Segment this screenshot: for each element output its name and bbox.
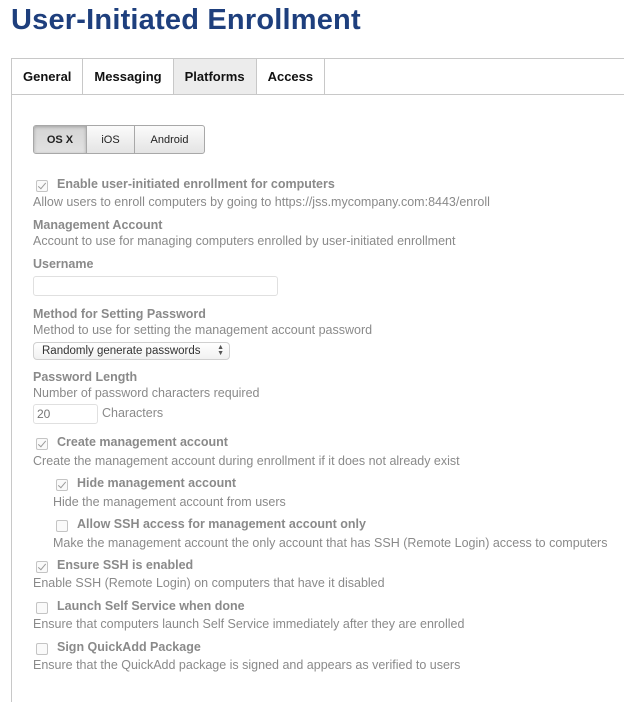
enable-enrollment-description: Allow users to enroll computers by going to https://jss.mycompany.com:8443/enroll <box>33 195 490 209</box>
create-account-description: Create the management account during enrollment if it does not already exist <box>33 454 460 468</box>
enable-enrollment-checkbox[interactable] <box>36 180 48 192</box>
password-length-description: Number of password characters required <box>33 386 260 400</box>
ensure-ssh-label: Ensure SSH is enabled <box>57 558 194 572</box>
hide-account-label: Hide management account <box>77 476 237 490</box>
platform-android-button[interactable]: Android <box>150 133 189 146</box>
select-updown-icon: ▲ ▼ <box>217 344 224 357</box>
platform-selector <box>33 125 205 154</box>
ensure-ssh-checkbox[interactable] <box>36 561 48 573</box>
hide-account-description: Hide the management account from users <box>53 495 286 509</box>
platform-osx-button[interactable]: OS X <box>34 126 87 153</box>
ssh-only-description: Make the management account the only account that has SSH (Remote Login) access to computers <box>53 536 608 550</box>
launch-self-service-checkbox[interactable] <box>36 602 48 614</box>
create-account-checkbox[interactable] <box>36 438 48 450</box>
tab-bar <box>11 58 624 95</box>
password-length-label: Password Length <box>33 370 138 384</box>
hide-account-checkbox[interactable] <box>56 479 68 491</box>
tab-general[interactable]: General <box>12 59 83 94</box>
management-account-label: Management Account <box>33 218 163 232</box>
enable-enrollment-label: Enable user-initiated enrollment for computers <box>57 177 335 191</box>
platform-ios-button[interactable]: iOS <box>87 126 135 153</box>
page-title: User-Initiated Enrollment <box>11 4 361 36</box>
password-method-label: Method for Setting Password <box>33 307 206 321</box>
tab-platforms[interactable]: Platforms <box>174 59 257 94</box>
ssh-only-label: Allow SSH access for management account only <box>77 517 366 531</box>
sign-quickadd-label: Sign QuickAdd Package <box>57 640 201 654</box>
management-account-description: Account to use for managing computers enrolled by user-initiated enrollment <box>33 234 456 248</box>
password-method-select[interactable] <box>33 342 230 360</box>
password-method-selected-value: Randomly generate passwords <box>42 345 201 357</box>
create-account-label: Create management account <box>57 435 228 449</box>
tab-access[interactable]: Access <box>257 59 326 94</box>
password-length-input[interactable] <box>33 404 98 424</box>
launch-self-service-description: Ensure that computers launch Self Service immediately after they are enrolled <box>33 617 465 631</box>
username-input[interactable] <box>33 276 278 296</box>
ensure-ssh-description: Enable SSH (Remote Login) on computers that have it disabled <box>33 576 385 590</box>
password-length-unit: Characters <box>102 406 164 420</box>
tab-messaging[interactable]: Messaging <box>83 59 173 94</box>
sign-quickadd-description: Ensure that the QuickAdd package is signed and appears as verified to users <box>33 658 461 672</box>
launch-self-service-label: Launch Self Service when done <box>57 599 245 613</box>
password-method-description: Method to use for setting the management account password <box>33 323 373 337</box>
sign-quickadd-checkbox[interactable] <box>36 643 48 655</box>
ssh-only-checkbox[interactable] <box>56 520 68 532</box>
username-label: Username <box>33 257 94 271</box>
